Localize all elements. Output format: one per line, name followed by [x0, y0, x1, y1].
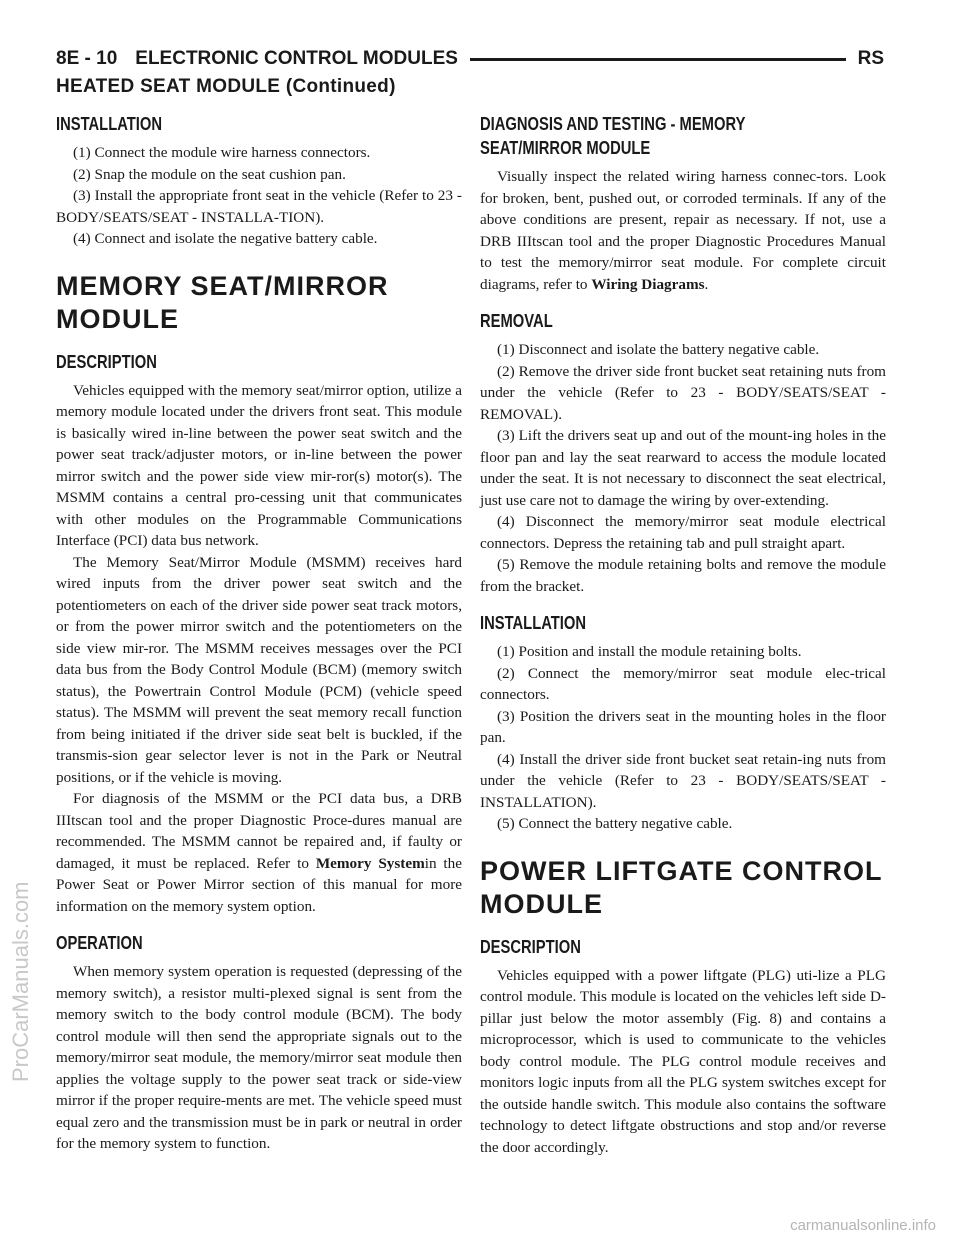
step: (4) Install the driver side front bucket seat retain-ing nuts from under the vehicle (Refer to 23 - BODY/SEATS/SEAT - INSTALLATION). — [480, 750, 886, 811]
section-heading: DESCRIPTION — [480, 936, 581, 957]
chapter-title: ELECTRONIC CONTROL MODULES — [135, 48, 458, 69]
step: (4) Disconnect the memory/mirror seat module electrical connectors. Depress the retaining tab and pull straight apart. — [480, 513, 886, 552]
step: (2) Snap the module on the seat cushion pan. — [73, 165, 346, 183]
section-heading: OPERATION — [56, 933, 143, 953]
module-title: POWER LIFTGATE CONTROL MODULE — [480, 855, 882, 919]
step: (3) Install the appropriate front seat in the vehicle (Refer to 23 - BODY/SEATS/SEAT - INSTALLA-TION). — [56, 187, 462, 226]
side-watermark: ProCarManuals.com — [8, 881, 33, 1082]
reference-link: Wiring Diagrams — [591, 275, 705, 293]
section-heading: SEAT/MIRROR MODULE — [480, 138, 651, 158]
step: (3) Position the drivers seat in the mounting holes in the floor pan. — [480, 707, 886, 746]
step: (3) Lift the drivers seat up and out of the mount-ing holes in the floor pan and lay the seat rearward to access the module located under the seat. It is not necessary to disconnect the seat electrical, just use care not to damage the wiring by over-extending. — [480, 427, 886, 509]
text-run: Visually inspect the related wiring harness connec-tors. Look for broken, bent, pushed out, or corroded terminals. If any of the above conditions are present, repair as necessary. If not, use a DRB IIItscan tool and the proper Diagnostic Procedures Manual to test the memory/mirror seat module. For complete circuit diagrams, refer to — [480, 168, 886, 293]
step: (2) Remove the driver side front bucket seat retaining nuts from under the vehicle (Refer to 23 - BODY/SEATS/SEAT - REMOVAL). — [480, 362, 886, 423]
step: (1) Connect the module wire harness connectors. — [73, 144, 371, 161]
left-column — [56, 112, 462, 1155]
section-heading: DIAGNOSIS AND TESTING - MEMORY — [480, 114, 746, 134]
text-run: For diagnosis of the MSMM or the PCI data bus, a DRB IIItscan tool and the proper Diagnostic Proce-dures manual are recommended. The MSMM cannot be repaired and, if faulty or damaged, it must be replaced. Refer to — [56, 790, 462, 872]
text-run: . — [704, 275, 709, 293]
continued-title: HEATED SEAT MODULE (Continued) — [56, 76, 396, 97]
reference-link: Memory System — [315, 854, 425, 872]
step: (2) Connect the memory/mirror seat module elec-trical connectors. — [480, 664, 886, 703]
step: (5) Connect the battery negative cable. — [497, 815, 733, 832]
page-header — [56, 46, 884, 72]
paragraph — [56, 788, 462, 917]
edition-code: RS — [857, 48, 884, 69]
paragraph — [480, 166, 886, 295]
section-heading: INSTALLATION — [480, 613, 587, 633]
page-label: 8E - 10 — [56, 48, 118, 69]
step: (1) Disconnect and isolate the battery negative cable. — [497, 341, 820, 358]
step: (4) Connect and isolate the negative battery cable. — [73, 230, 378, 247]
step: (1) Position and install the module retaining bolts. — [497, 643, 802, 660]
right-column — [480, 112, 886, 1158]
module-title: MEMORY SEAT/MIRROR MODULE — [56, 270, 389, 334]
paragraph: Vehicles equipped with a power liftgate (PLG) uti-lize a PLG control module. This module is located on the vehicles left side D-pillar just below the motor assembly (Fig. 8) and contains a microprocessor, which is used to communicate to the vehicles body control module. The PLG control module receives and monitors logic inputs from all the PLG system switches except for the outside handle switch. This module also contains the software technology to detect liftgate obstructions and stop and/or reverse the door accordingly. — [480, 966, 886, 1156]
section-heading: INSTALLATION — [56, 114, 163, 134]
paragraph: Vehicles equipped with the memory seat/mirror option, utilize a memory module located under the drivers front seat. This module is basically wired in-line between the power seat switch and the power seat track/adjuster motors, or in-line between the power mirror switch and the power side view mir-ror(s) motor(s). The MSMM contains a central pro-cessing unit that communicates with other modules on the Programmable Communications Interface (PCI) data bus network. — [56, 381, 462, 549]
text-run: in the Power Seat or Power Mirror section of this manual for more information on the memory system option. — [56, 854, 462, 915]
section-heading: DESCRIPTION — [56, 351, 157, 372]
paragraph: The Memory Seat/Mirror Module (MSMM) receives hard wired inputs from the driver power seat switch and the potentiometers on each of the driver side power seat track motors, or from the power mirror switch and the potentiometers on the side view mir-ror. The MSMM receives messages over the PCI data bus from the Body Control Module (BCM) (memory switch status), the Powertrain Control Module (PCM) (vehicle speed status). The MSMM will prevent the seat memory recall function from being initiated if the driver side seat belt is buckled, if the transmis-sion gear selector lever is not in the Park or Neutral positions, or if the vehicle is moving. — [56, 553, 462, 786]
footer-watermark: carmanualsonline.info — [790, 1217, 936, 1234]
header-rule — [470, 58, 846, 61]
section-heading: REMOVAL — [480, 311, 553, 331]
paragraph: When memory system operation is requested (depressing of the memory switch), a resistor multi-plexed signal is sent from the memory switch to the body control module (BCM). The body control module will then send the appropriate signals out to the memory/mirror seat module, the memory/mirror seat module then applies the voltage supply to the power seat track or side-view mirror if the proper require-ments are met. The vehicle speed must equal zero and the transmission must be in park or neutral in order for the memory system to function. — [56, 963, 462, 1152]
step: (5) Remove the module retaining bolts and remove the module from the bracket. — [480, 556, 886, 595]
